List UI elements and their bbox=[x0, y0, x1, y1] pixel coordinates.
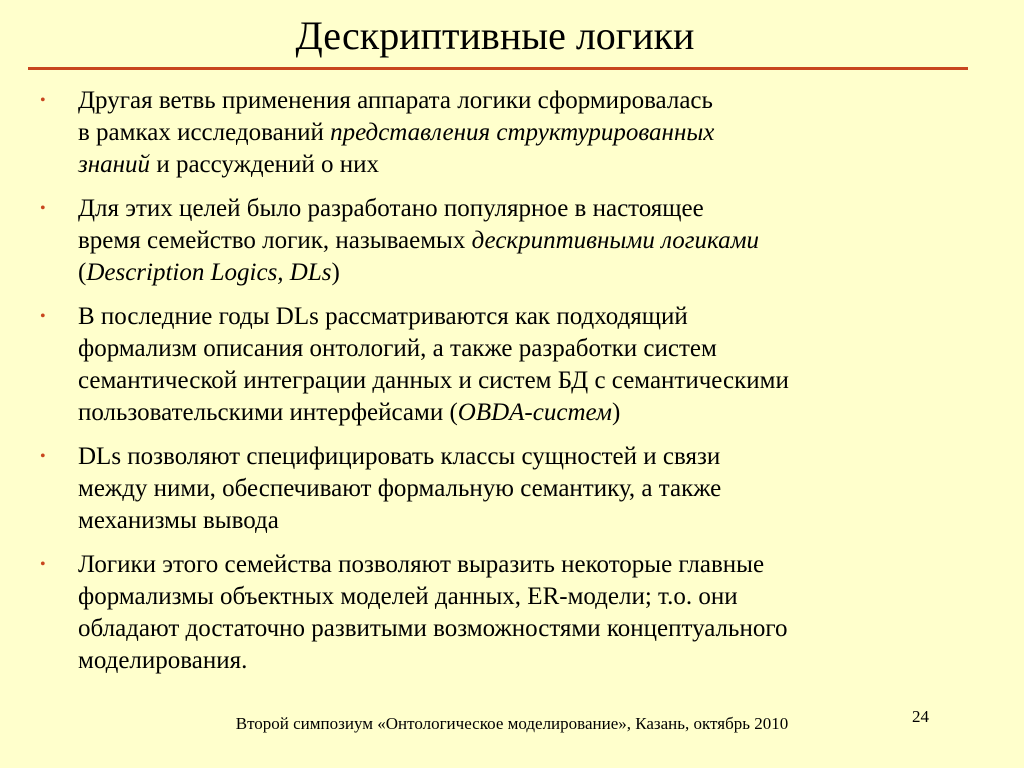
bullet-text: между ними, обеспечивают формальную семантику, а также bbox=[78, 475, 722, 502]
bullet-text: Другая ветвь применения аппарата логики сформировалась bbox=[78, 87, 713, 114]
bullet-text-italic: OBDA-систем bbox=[457, 399, 612, 426]
slide-title: Дескриптивные логики bbox=[295, 13, 695, 58]
bullet-text: моделирования. bbox=[78, 647, 248, 674]
bullet-text: Для этих целей было разработано популярное в настоящее bbox=[78, 195, 704, 222]
bullet-text: и рассуждений о них bbox=[150, 151, 380, 178]
bullet-text: Логики этого семейства позволяют выразить некоторые главные bbox=[78, 551, 765, 578]
bullet-item bbox=[0, 193, 1000, 289]
bullet-text: механизмы вывода bbox=[78, 507, 279, 534]
bullet-icon: • bbox=[40, 448, 46, 465]
title-divider bbox=[28, 67, 968, 70]
bullet-text: DLs позволяют специфицировать классы сущностей и связи bbox=[78, 443, 721, 470]
bullet-icon: • bbox=[40, 308, 46, 325]
bullet-text-italic: Description Logics, DLs bbox=[86, 259, 332, 286]
bullet-text: семантической интеграции данных и систем БД с семантическими bbox=[78, 367, 789, 394]
bullet-text: ) bbox=[331, 259, 340, 286]
bullet-item bbox=[0, 301, 1000, 429]
bullet-text: время семейство логик, называемых bbox=[78, 227, 472, 254]
bullet-text-italic: дескриптивными логиками bbox=[471, 227, 760, 254]
bullet-text: ( bbox=[78, 259, 87, 286]
bullet-list bbox=[0, 85, 1000, 689]
bullet-item bbox=[0, 441, 1000, 537]
bullet-text: в рамках исследований bbox=[78, 119, 331, 146]
bullet-item bbox=[0, 549, 1000, 677]
bullet-text: пользовательскими интерфейсами ( bbox=[78, 399, 458, 426]
bullet-icon: • bbox=[40, 200, 46, 217]
bullet-text: обладают достаточно развитыми возможностями концептуального bbox=[78, 615, 788, 642]
bullet-text: В последние годы DLs рассматриваются как подходящий bbox=[78, 303, 688, 330]
footer-text: Второй симпозиум «Онтологическое моделирование», Казань, октябрь 2010 bbox=[235, 714, 789, 733]
bullet-text-italic: представления структурированных bbox=[330, 119, 715, 146]
bullet-text: формализм описания онтологий, а также разработки систем bbox=[78, 335, 717, 362]
bullet-item bbox=[0, 85, 1000, 181]
bullet-icon: • bbox=[40, 556, 46, 573]
bullet-text-italic: знаний bbox=[78, 151, 151, 178]
bullet-icon: • bbox=[40, 92, 46, 109]
page-number: 24 bbox=[912, 707, 929, 726]
bullet-text: формализмы объектных моделей данных, ER-модели; т.о. они bbox=[78, 583, 738, 610]
bullet-text: ) bbox=[611, 399, 621, 426]
